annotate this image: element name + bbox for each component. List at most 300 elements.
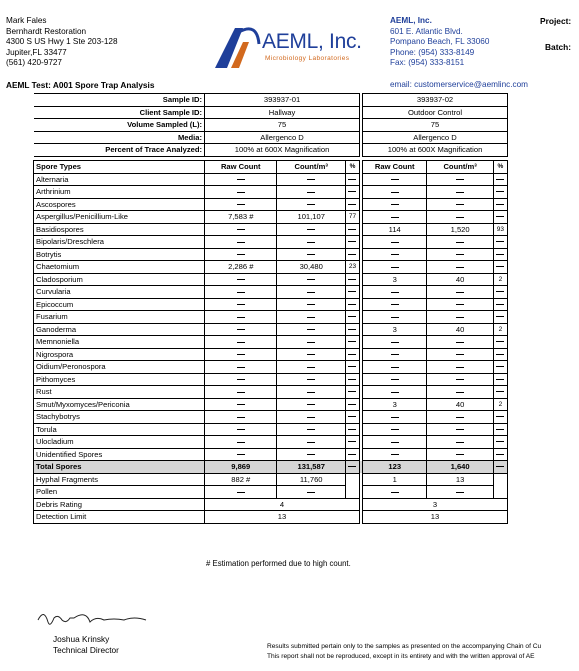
spore-row <box>34 436 508 449</box>
percent: 2 <box>493 273 507 286</box>
spore-row <box>34 423 508 436</box>
raw-count: 3 <box>363 398 427 411</box>
empty-cell <box>205 311 277 324</box>
dash-mark <box>348 366 356 367</box>
empty-cell <box>427 336 493 349</box>
total-raw: 9,869 <box>205 461 277 474</box>
dash-mark <box>456 392 464 393</box>
debris-rating-row-s1: 4 <box>205 498 360 511</box>
dash-mark <box>307 317 315 318</box>
empty-cell <box>427 448 493 461</box>
signer-block <box>53 634 119 656</box>
sample-info-row <box>34 106 508 119</box>
empty-cell <box>493 261 507 274</box>
sample1-value: 75 <box>205 119 360 132</box>
percent: 2 <box>493 398 507 411</box>
debris-rating-row-label: Debris Rating <box>34 498 205 511</box>
count-m3: 40 <box>427 398 493 411</box>
spore-name: Unidentified Spores <box>34 448 205 461</box>
dash-mark <box>391 204 399 205</box>
lab-name: AEML, Inc. <box>390 16 432 25</box>
spore-name: Aspergillus/Penicillium-Like <box>34 211 205 224</box>
dash-mark <box>348 179 356 180</box>
sample1-value: 393937-01 <box>205 94 360 107</box>
dash-mark <box>456 254 464 255</box>
empty-cell <box>493 361 507 374</box>
raw-count: 3 <box>363 273 427 286</box>
empty-cell <box>363 286 427 299</box>
sample2-value: 393937-02 <box>363 94 508 107</box>
dash-mark <box>496 379 504 380</box>
spore-row <box>34 236 508 249</box>
dash-mark <box>391 192 399 193</box>
total-count: 131,587 <box>277 461 345 474</box>
sample-info-row <box>34 119 508 132</box>
empty-cell <box>277 298 345 311</box>
col-percent: % <box>493 160 507 173</box>
dash-mark <box>307 454 315 455</box>
col-raw-count: Raw Count <box>363 160 427 173</box>
dash-mark <box>237 242 245 243</box>
spore-name: Fusarium <box>34 311 205 324</box>
empty-cell <box>345 311 359 324</box>
sample-info-label: Volume Sampled (L): <box>34 119 205 132</box>
dash-mark <box>348 441 356 442</box>
empty-cell <box>277 223 345 236</box>
spore-row <box>34 411 508 424</box>
dash-mark <box>496 179 504 180</box>
empty-cell <box>277 198 345 211</box>
empty-cell <box>277 436 345 449</box>
dash-mark <box>237 429 245 430</box>
dash-mark <box>237 329 245 330</box>
empty-cell <box>277 386 345 399</box>
signer-name: Joshua Krinsky <box>53 634 110 644</box>
spore-name: Cladosporium <box>34 273 205 286</box>
sample2-value: 75 <box>363 119 508 132</box>
client-name: Mark Fales <box>6 16 47 25</box>
empty-cell <box>427 361 493 374</box>
dash-mark <box>237 417 245 418</box>
sample2-value: Outdoor Control <box>363 106 508 119</box>
empty-cell <box>345 248 359 261</box>
sample-info-row <box>34 94 508 107</box>
hyphal-row-value: 13 <box>427 473 493 486</box>
raw-count: 2,286 # <box>205 261 277 274</box>
dash-mark <box>307 492 315 493</box>
dash-mark <box>348 354 356 355</box>
dash-mark <box>391 492 399 493</box>
empty-cell <box>345 273 359 286</box>
dash-mark <box>391 304 399 305</box>
spore-name: Pithomyces <box>34 373 205 386</box>
empty-cell <box>205 223 277 236</box>
empty-cell <box>427 286 493 299</box>
empty-cell <box>363 348 427 361</box>
count-m3: 1,520 <box>427 223 493 236</box>
total-label: Total Spores <box>34 461 205 474</box>
logo-subtitle: Microbiology Laboratories <box>265 55 350 62</box>
spore-row <box>34 261 508 274</box>
dash-mark <box>348 429 356 430</box>
dash-mark <box>307 179 315 180</box>
empty-cell <box>493 311 507 324</box>
client-company: Bernhardt Restoration <box>6 26 87 36</box>
raw-count: 3 <box>363 323 427 336</box>
sample-info-row <box>34 131 508 144</box>
dash-mark <box>496 429 504 430</box>
spore-row <box>34 286 508 299</box>
count-m3: 40 <box>427 273 493 286</box>
dash-mark <box>348 241 356 242</box>
empty-cell <box>205 248 277 261</box>
spore-name: Botrytis <box>34 248 205 261</box>
empty-cell <box>277 311 345 324</box>
empty-cell <box>363 448 427 461</box>
dash-mark <box>348 454 356 455</box>
dash-mark <box>496 366 504 367</box>
empty-cell <box>363 361 427 374</box>
empty-cell <box>345 448 359 461</box>
dash-mark <box>348 416 356 417</box>
spore-row <box>34 361 508 374</box>
dash-mark <box>496 316 504 317</box>
blank-cell <box>345 473 359 486</box>
dash-mark <box>456 442 464 443</box>
dash-mark <box>391 242 399 243</box>
col-raw-count: Raw Count <box>205 160 277 173</box>
detection-limit-row-s2: 13 <box>363 511 508 524</box>
hyphal-row <box>34 473 508 486</box>
empty-cell <box>345 186 359 199</box>
dash-mark <box>237 317 245 318</box>
percent: 93 <box>493 223 507 236</box>
dash-mark <box>456 454 464 455</box>
empty-cell <box>363 173 427 186</box>
percent: 2 <box>493 323 507 336</box>
disclaimer <box>267 642 541 661</box>
dash-mark <box>307 404 315 405</box>
dash-mark <box>237 254 245 255</box>
empty-cell <box>205 373 277 386</box>
dash-mark <box>391 254 399 255</box>
dash-mark <box>456 242 464 243</box>
debris-rating-row <box>34 498 508 511</box>
empty-cell <box>205 436 277 449</box>
empty-cell <box>363 236 427 249</box>
dash-mark <box>237 392 245 393</box>
empty-cell <box>493 386 507 399</box>
hyphal-row-value: 1 <box>363 473 427 486</box>
empty-cell <box>345 361 359 374</box>
empty-cell <box>205 348 277 361</box>
empty-cell <box>205 198 277 211</box>
sample-info-label: Percent of Trace Analyzed: <box>34 144 205 157</box>
empty-cell <box>345 236 359 249</box>
empty-cell <box>493 373 507 386</box>
empty-cell <box>363 486 427 499</box>
detection-limit-row-s1: 13 <box>205 511 360 524</box>
empty-cell <box>345 461 359 474</box>
dash-mark <box>237 192 245 193</box>
empty-cell <box>277 186 345 199</box>
empty-cell <box>205 286 277 299</box>
dash-mark <box>237 292 245 293</box>
spore-name: Ascospores <box>34 198 205 211</box>
empty-cell <box>493 198 507 211</box>
dash-mark <box>496 241 504 242</box>
empty-cell <box>427 386 493 399</box>
empty-cell <box>493 423 507 436</box>
empty-cell <box>493 411 507 424</box>
footnote: # Estimation performed due to high count. <box>206 559 351 568</box>
empty-cell <box>277 286 345 299</box>
empty-cell <box>277 423 345 436</box>
empty-cell <box>427 173 493 186</box>
empty-cell <box>345 286 359 299</box>
empty-cell <box>277 411 345 424</box>
empty-cell <box>363 436 427 449</box>
sample2-value: 100% at 600X Magnification <box>363 144 508 157</box>
total-row <box>34 461 508 474</box>
empty-cell <box>205 273 277 286</box>
dash-mark <box>348 204 356 205</box>
spore-row <box>34 223 508 236</box>
spore-row <box>34 198 508 211</box>
dash-mark <box>456 417 464 418</box>
dash-mark <box>456 429 464 430</box>
empty-cell <box>345 323 359 336</box>
empty-cell <box>205 323 277 336</box>
empty-cell <box>427 198 493 211</box>
percent: 77 <box>345 211 359 224</box>
dash-mark <box>456 204 464 205</box>
empty-cell <box>345 436 359 449</box>
empty-cell <box>493 348 507 361</box>
dash-mark <box>391 454 399 455</box>
detection-limit-row-label: Detection Limit <box>34 511 205 524</box>
pollen-row-label: Pollen <box>34 486 205 499</box>
dash-mark <box>307 204 315 205</box>
empty-cell <box>345 386 359 399</box>
dash-mark <box>237 404 245 405</box>
hyphal-row-label: Hyphal Fragments <box>34 473 205 486</box>
col-percent: % <box>345 160 359 173</box>
raw-count: 114 <box>363 223 427 236</box>
sample1-value: Hallway <box>205 106 360 119</box>
spore-name: Memnoniella <box>34 336 205 349</box>
empty-cell <box>363 261 427 274</box>
column-header-row <box>34 160 508 173</box>
empty-cell <box>493 448 507 461</box>
dash-mark <box>348 341 356 342</box>
empty-cell <box>205 411 277 424</box>
empty-cell <box>427 248 493 261</box>
col-count-m3: Count/m³ <box>277 160 345 173</box>
dash-mark <box>307 417 315 418</box>
dash-mark <box>456 379 464 380</box>
spore-row <box>34 448 508 461</box>
dash-mark <box>496 466 504 467</box>
dash-mark <box>237 442 245 443</box>
dash-mark <box>348 229 356 230</box>
spore-row <box>34 273 508 286</box>
dash-mark <box>348 316 356 317</box>
dash-mark <box>237 379 245 380</box>
dash-mark <box>348 254 356 255</box>
empty-cell <box>345 336 359 349</box>
spore-trap-table <box>33 93 508 524</box>
sample-info-label: Sample ID: <box>34 94 205 107</box>
empty-cell <box>493 173 507 186</box>
dash-mark <box>237 354 245 355</box>
disclaimer-line1: Results submitted pertain only to the samples as presented on the accompanying Chain of Cu <box>267 643 542 650</box>
empty-cell <box>493 461 507 474</box>
spore-row <box>34 248 508 261</box>
spore-name: Basidiospores <box>34 223 205 236</box>
spore-row <box>34 323 508 336</box>
empty-cell <box>277 273 345 286</box>
empty-cell <box>493 436 507 449</box>
dash-mark <box>348 391 356 392</box>
spore-name: Rust <box>34 386 205 399</box>
dash-mark <box>391 442 399 443</box>
client-address2: Jupiter,FL 33477 <box>6 47 67 57</box>
logo-text: AEML, Inc. <box>262 30 362 53</box>
blank-cell <box>493 473 507 486</box>
client-phone: (561) 420-9727 <box>6 58 62 68</box>
empty-cell <box>277 336 345 349</box>
batch-label: Batch: <box>545 42 572 52</box>
empty-cell <box>493 211 507 224</box>
empty-cell <box>205 423 277 436</box>
empty-cell <box>493 236 507 249</box>
dash-mark <box>307 342 315 343</box>
spore-row <box>34 336 508 349</box>
empty-cell <box>427 298 493 311</box>
empty-cell <box>205 173 277 186</box>
col-spore-types: Spore Types <box>34 160 205 173</box>
empty-cell <box>427 348 493 361</box>
empty-cell <box>363 423 427 436</box>
dash-mark <box>456 192 464 193</box>
empty-cell <box>493 248 507 261</box>
dash-mark <box>496 291 504 292</box>
empty-cell <box>363 411 427 424</box>
dash-mark <box>307 329 315 330</box>
spore-name: Smut/Myxomyces/Periconia <box>34 398 205 411</box>
empty-cell <box>427 186 493 199</box>
empty-cell <box>205 236 277 249</box>
lab-fax: Fax: (954) 333-8151 <box>390 58 465 68</box>
dash-mark <box>391 417 399 418</box>
dash-mark <box>237 179 245 180</box>
sample-info-label: Media: <box>34 131 205 144</box>
spore-name: Nigrospora <box>34 348 205 361</box>
empty-cell <box>363 248 427 261</box>
pollen-row <box>34 486 508 499</box>
signature-icon <box>34 606 154 634</box>
percent: 23 <box>345 261 359 274</box>
empty-cell <box>427 411 493 424</box>
spore-name: Curvularia <box>34 286 205 299</box>
dash-mark <box>307 429 315 430</box>
spore-name: Arthrinium <box>34 186 205 199</box>
sample2-value: Allergenco D <box>363 131 508 144</box>
dash-mark <box>391 217 399 218</box>
spore-row <box>34 186 508 199</box>
empty-cell <box>493 186 507 199</box>
empty-cell <box>493 286 507 299</box>
signer-title: Technical Director <box>53 645 119 655</box>
spore-row <box>34 173 508 186</box>
spore-name: Ganoderma <box>34 323 205 336</box>
dash-mark <box>307 229 315 230</box>
empty-cell <box>345 348 359 361</box>
spore-row <box>34 373 508 386</box>
total-raw: 123 <box>363 461 427 474</box>
empty-cell <box>427 261 493 274</box>
empty-cell <box>345 373 359 386</box>
dash-mark <box>496 391 504 392</box>
empty-cell <box>427 423 493 436</box>
dash-mark <box>496 416 504 417</box>
empty-cell <box>205 448 277 461</box>
lab-address1: 601 E. Atlantic Blvd. <box>390 26 463 36</box>
empty-cell <box>277 361 345 374</box>
dash-mark <box>348 291 356 292</box>
client-address1: 4300 S US Hwy 1 Ste 203-128 <box>6 37 118 47</box>
empty-cell <box>205 386 277 399</box>
dash-mark <box>496 266 504 267</box>
raw-count: 7,583 # <box>205 211 277 224</box>
dash-mark <box>237 492 245 493</box>
spore-row <box>34 348 508 361</box>
dash-mark <box>496 216 504 217</box>
dash-mark <box>456 179 464 180</box>
dash-mark <box>348 379 356 380</box>
dash-mark <box>237 454 245 455</box>
empty-cell <box>345 198 359 211</box>
spore-row <box>34 386 508 399</box>
empty-cell <box>363 386 427 399</box>
dash-mark <box>307 442 315 443</box>
dash-mark <box>391 317 399 318</box>
empty-cell <box>345 223 359 236</box>
sample-info-row <box>34 144 508 157</box>
dash-mark <box>307 254 315 255</box>
dash-mark <box>496 254 504 255</box>
empty-cell <box>427 211 493 224</box>
empty-cell <box>427 236 493 249</box>
count-m3: 40 <box>427 323 493 336</box>
dash-mark <box>307 367 315 368</box>
empty-cell <box>363 311 427 324</box>
spore-name: Epicoccum <box>34 298 205 311</box>
dash-mark <box>307 242 315 243</box>
spore-row <box>34 398 508 411</box>
empty-cell <box>205 298 277 311</box>
blank-cell <box>493 486 507 499</box>
empty-cell <box>205 336 277 349</box>
empty-cell <box>345 411 359 424</box>
empty-cell <box>493 336 507 349</box>
dash-mark <box>307 304 315 305</box>
empty-cell <box>277 448 345 461</box>
dash-mark <box>307 279 315 280</box>
dash-mark <box>237 204 245 205</box>
lab-info <box>390 16 489 69</box>
